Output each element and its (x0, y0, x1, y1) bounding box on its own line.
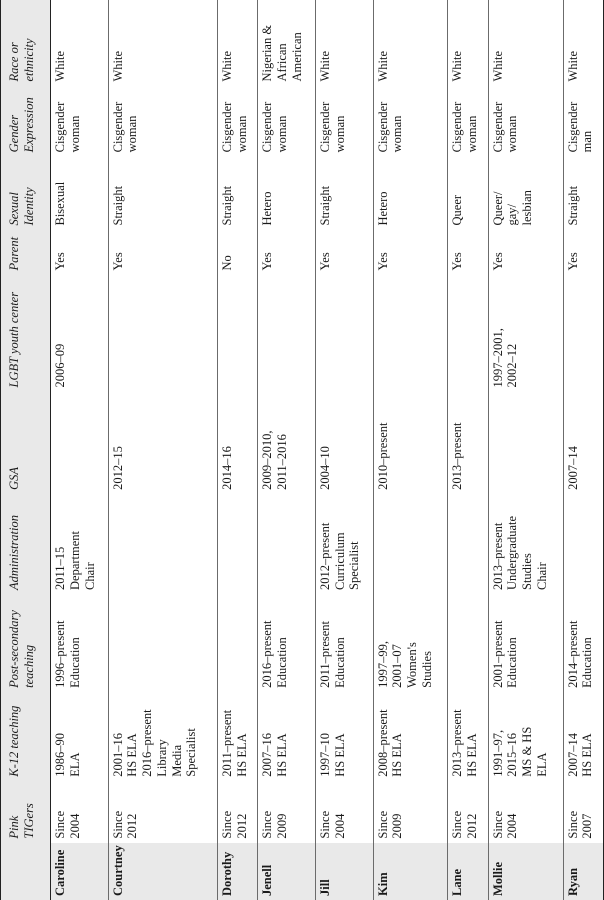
cell-sexual-identity: Straight (108, 156, 217, 229)
cell-race-ethnicity: White (488, 0, 563, 86)
cell-administration: 2013–present Undergraduate Studies Chair (488, 494, 563, 594)
cell-k12-teaching: 2001–16 HS ELA 2016–present Library Media Specialist (108, 692, 217, 781)
cell-pink-tigers: Since 2004 (51, 781, 109, 843)
cell-parent: Yes (563, 230, 603, 275)
cell-gender-expression: Cisgender woman (258, 86, 316, 157)
cell-name: Dorothy (217, 843, 257, 900)
cell-gender-expression: Cisgender woman (51, 86, 109, 157)
cell-pink-tigers: Since 2012 (448, 781, 488, 843)
cell-parent: Yes (258, 230, 316, 275)
cell-pink-tigers: Since 2004 (488, 781, 563, 843)
cell-pink-tigers: Since 2012 (217, 781, 257, 843)
cell-post-secondary (448, 594, 488, 692)
cell-k12-teaching: 1997–10 HS ELA (315, 692, 373, 781)
header-post-secondary-teaching: Post-secondary teaching (1, 594, 51, 692)
cell-parent: Yes (315, 230, 373, 275)
cell-sexual-identity: Queer (448, 156, 488, 229)
cell-post-secondary: 1996–present Education (51, 594, 109, 692)
header-row (1, 0, 51, 900)
cell-gender-expression: Cisgender woman (315, 86, 373, 157)
cell-post-secondary: 2014–present Education (563, 594, 603, 692)
cell-gsa: 2014–16 (217, 392, 257, 494)
cell-gender-expression: Cisgender woman (217, 86, 257, 157)
table-body (51, 0, 604, 900)
cell-post-secondary: 2011–present Education (315, 594, 373, 692)
cell-sexual-identity: Bisexual (51, 156, 109, 229)
cell-sexual-identity: Hetero (373, 156, 448, 229)
cell-race-ethnicity: White (373, 0, 448, 86)
cell-k12-teaching: 1986–90 ELA (51, 692, 109, 781)
cell-administration (217, 494, 257, 594)
cell-lgbt-youth-center (563, 275, 603, 392)
table-row (373, 0, 448, 900)
cell-race-ethnicity: White (315, 0, 373, 86)
cell-lgbt-youth-center (315, 275, 373, 392)
cell-parent: Yes (373, 230, 448, 275)
cell-lgbt-youth-center (217, 275, 257, 392)
cell-name: Courtney (108, 843, 217, 900)
cell-k12-teaching: 2013–present HS ELA (448, 692, 488, 781)
cell-lgbt-youth-center (448, 275, 488, 392)
cell-k12-teaching: 2007–14 HS ELA (563, 692, 603, 781)
table-row (217, 0, 257, 900)
table-header (1, 0, 51, 900)
cell-lgbt-youth-center (373, 275, 448, 392)
header-administration: Administration (1, 494, 51, 594)
cell-race-ethnicity: White (448, 0, 488, 86)
cell-pink-tigers: Since 2007 (563, 781, 603, 843)
cell-administration: 2012–present Curriculum Specialist (315, 494, 373, 594)
header-k12-teaching: K-12 teaching (1, 692, 51, 781)
cell-race-ethnicity: Nigerian & African American (258, 0, 316, 86)
cell-name: Jenell (258, 843, 316, 900)
cell-sexual-identity: Straight (315, 156, 373, 229)
cell-lgbt-youth-center (258, 275, 316, 392)
cell-gsa: 2012–15 (108, 392, 217, 494)
cell-administration (258, 494, 316, 594)
cell-name: Caroline (51, 843, 109, 900)
cell-name: Jill (315, 843, 373, 900)
cell-name: Kim (373, 843, 448, 900)
cell-sexual-identity: Hetero (258, 156, 316, 229)
cell-name: Lane (448, 843, 488, 900)
header-lgbt-youth-center: LGBT youth center (1, 275, 51, 392)
cell-gender-expression: Cisgender man (563, 86, 603, 157)
cell-gender-expression: Cisgender woman (488, 86, 563, 157)
cell-gsa (488, 392, 563, 494)
cell-post-secondary: 1997–99, 2001–07 Women's Studies (373, 594, 448, 692)
header-gsa: GSA (1, 392, 51, 494)
cell-parent: No (217, 230, 257, 275)
cell-administration (563, 494, 603, 594)
cell-race-ethnicity: White (108, 0, 217, 86)
cell-name: Mollie (488, 843, 563, 900)
header-name (1, 843, 51, 900)
cell-sexual-identity: Queer/ gay/ lesbian (488, 156, 563, 229)
header-gender-expression: Gender Expression (1, 86, 51, 157)
cell-post-secondary (217, 594, 257, 692)
cell-sexual-identity: Straight (563, 156, 603, 229)
cell-pink-tigers: Since 2004 (315, 781, 373, 843)
cell-gsa: 2013–present (448, 392, 488, 494)
header-pink-tigers: Pink TIGers (1, 781, 51, 843)
cell-gsa: 2004–10 (315, 392, 373, 494)
cell-pink-tigers: Since 2012 (108, 781, 217, 843)
cell-race-ethnicity: White (563, 0, 603, 86)
table-row (258, 0, 316, 900)
cell-post-secondary: 2016–present Education (258, 594, 316, 692)
cell-gender-expression: Cisgender woman (373, 86, 448, 157)
cell-lgbt-youth-center: 2006–09 (51, 275, 109, 392)
cell-race-ethnicity: White (217, 0, 257, 86)
cell-race-ethnicity: White (51, 0, 109, 86)
table-row (315, 0, 373, 900)
header-race-ethnicity: Race or ethnicity (1, 0, 51, 86)
cell-name: Ryan (563, 843, 603, 900)
cell-administration: 2011–15 Department Chair (51, 494, 109, 594)
table-row (563, 0, 603, 900)
table-row (51, 0, 109, 900)
cell-pink-tigers: Since 2009 (258, 781, 316, 843)
cell-administration (448, 494, 488, 594)
table-row (488, 0, 563, 900)
table-row (448, 0, 488, 900)
cell-post-secondary: 2001–present Education (488, 594, 563, 692)
cell-gsa: 2010–present (373, 392, 448, 494)
cell-gsa (51, 392, 109, 494)
cell-k12-teaching: 2008–present HS ELA (373, 692, 448, 781)
table-row (108, 0, 217, 900)
cell-k12-teaching: 2007–16 HS ELA (258, 692, 316, 781)
cell-pink-tigers: Since 2009 (373, 781, 448, 843)
cell-parent: Yes (108, 230, 217, 275)
cell-lgbt-youth-center (108, 275, 217, 392)
cell-parent: Yes (51, 230, 109, 275)
cell-parent: Yes (488, 230, 563, 275)
cell-gender-expression: Cisgender woman (448, 86, 488, 157)
cell-gsa: 2009–2010, 2011–2016 (258, 392, 316, 494)
cell-administration (108, 494, 217, 594)
header-sexual-identity: Sexual Identity (1, 156, 51, 229)
cell-lgbt-youth-center: 1997–2001, 2002–12 (488, 275, 563, 392)
cell-gender-expression: Cisgender woman (108, 86, 217, 157)
cell-k12-teaching: 2011–present HS ELA (217, 692, 257, 781)
cell-parent: Yes (448, 230, 488, 275)
header-parent: Parent (1, 230, 51, 275)
cell-administration (373, 494, 448, 594)
cell-sexual-identity: Straight (217, 156, 257, 229)
cell-k12-teaching: 1991–97, 2015–16 MS & HS ELA (488, 692, 563, 781)
cell-gsa: 2007–14 (563, 392, 603, 494)
cell-post-secondary (108, 594, 217, 692)
